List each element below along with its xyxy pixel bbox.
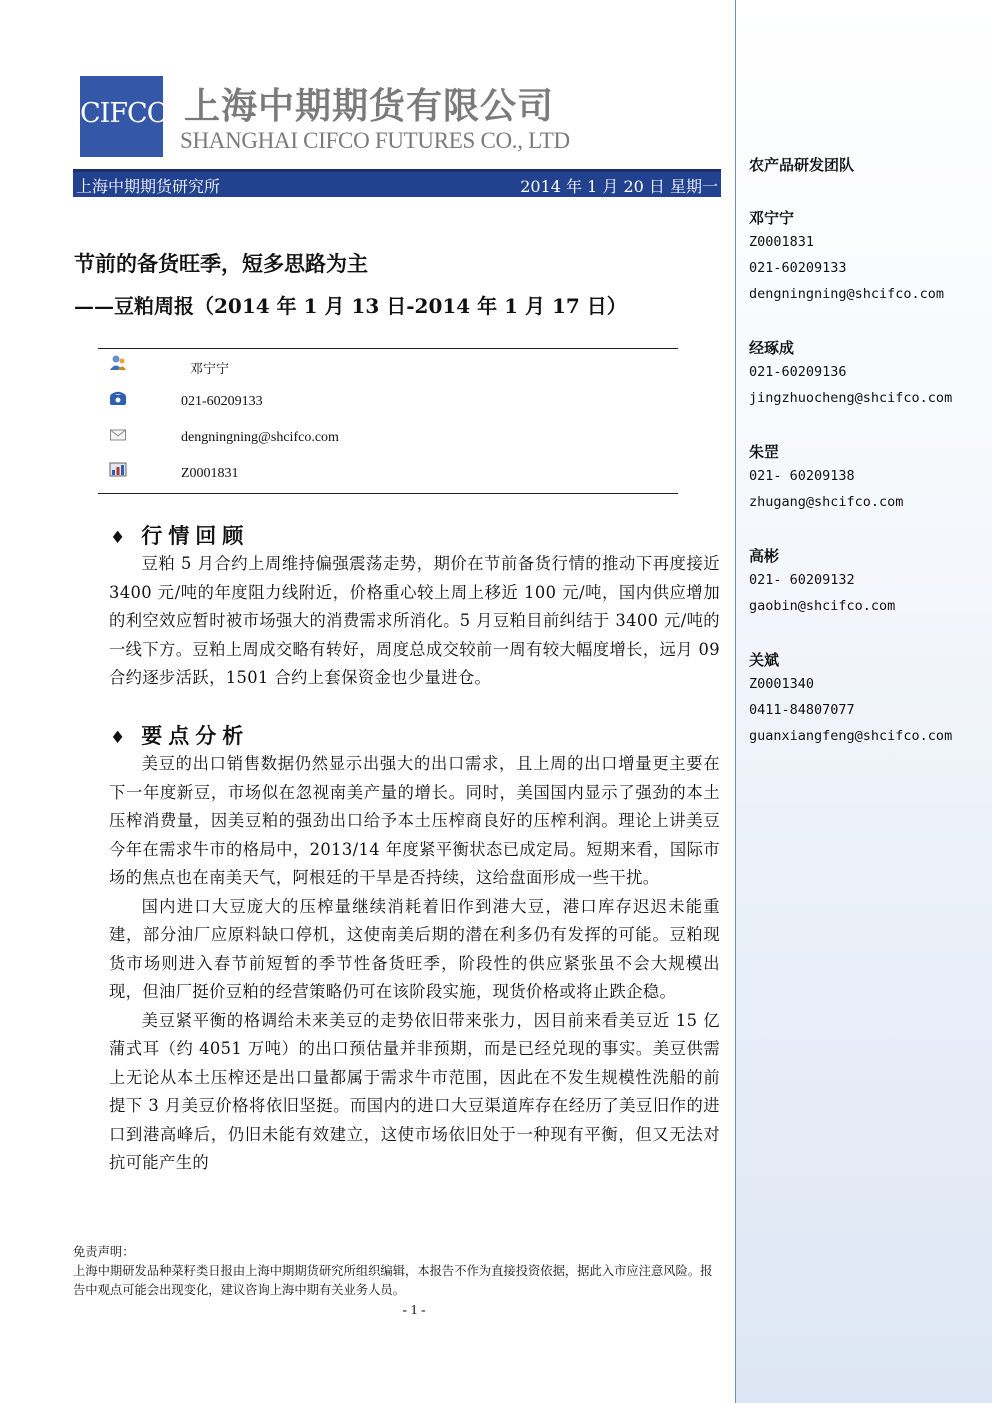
team-member-phone: 021-60209133 [749, 260, 847, 276]
research-team-sidebar [735, 0, 992, 1403]
logo-mark [80, 76, 168, 157]
team-member-phone: 021- 60209132 [749, 572, 855, 588]
contact-email[interactable]: dengningning@shcifco.com [181, 430, 339, 445]
team-member-email[interactable]: guanxiangfeng@shcifco.com [749, 728, 953, 744]
report-title: 节前的备货旺季，短多思路为主 [74, 251, 368, 276]
license-chart-icon [109, 461, 127, 477]
header-date: 2014 年 1 月 20 日 星期一 [520, 177, 718, 196]
disclaimer [73, 1243, 723, 1300]
paragraph: 国内进口大豆庞大的压榨量继续消耗着旧作到港大豆，港口库存迟迟未能重建，部分油厂应原料缺口停机，这使南美后期的潜在利多仍有发挥的可能。豆粕现货市场则进入春节前短暂的季节性备货旺季，阶段性的供应紧张虽不会大规模出现，但油厂挺价豆粕的经营策略仍可在该阶段实施，现货价格或将止跌企稳。 [109, 896, 720, 1001]
section-body-market-review [109, 550, 720, 693]
person-icon [109, 355, 127, 371]
contact-phone: 021-60209133 [181, 394, 263, 409]
team-member-email[interactable]: zhugang@shcifco.com [749, 494, 904, 510]
paragraph: 美豆的出口销售数据仍然显示出强大的出口需求，且上周的出口增量更主要在下一年度新豆，市场似在忽视南美产量的增长。同时，美国国内显示了强劲的本土压榨消费量，因美豆粕的强劲出口给予本土压榨商良好的压榨利润。理论上讲美豆今年在需求牛市的格局中，2013/14 年度紧平衡状态已成定局。短期来看，国际市场的焦点也在南美天气，阿根廷的干旱是否持续，这给盘面形成一些干扰。 [109, 754, 720, 887]
section-heading-key-analysis [110, 720, 249, 750]
disclaimer-label: 免责声明： [73, 1245, 135, 1259]
team-member-name: 邓宁宁 [749, 209, 795, 227]
analyst-contact-box [98, 348, 678, 494]
team-member-phone: 021-60209136 [749, 364, 847, 380]
report-subtitle: ——豆粕周报（2014 年 1 月 13 日-2014 年 1 月 17 日） [74, 294, 627, 318]
team-member-name: 高彬 [749, 547, 780, 565]
section-heading-text: 行情回顾 [141, 523, 250, 548]
logo-abbr: CIFCO [80, 98, 168, 129]
contact-license: Z0001831 [181, 466, 239, 481]
team-member-email[interactable]: gaobin@shcifco.com [749, 598, 896, 614]
paragraph: 美豆紧平衡的格调给未来美豆的走势依旧带来张力，因目前来看美豆近 15 亿蒲式耳（约 4051 万吨）的出口预估量并非预期，而是已经兑现的事实。美豆供需上无论从本土压榨还是出口量都属于需求牛市范围，因此在不发生规模性洗船的前提下 3 月美豆价格将依旧坚挺。而国内的进口大豆渠道库存在经历了美豆旧作的进口到港高峰后，仍旧未能有效建立，这使市场依旧处于一种现有平衡，但又无法对抗可能产生的 [109, 1010, 720, 1172]
team-member-license: Z0001340 [749, 676, 815, 692]
section-heading-text: 要点分析 [141, 723, 250, 748]
header-bar [73, 169, 721, 197]
company-name-en: SHANGHAI CIFCO FUTURES CO., LTD [180, 128, 570, 153]
contact-name: 邓宁宁 [190, 362, 230, 377]
team-member-name: 经琢成 [749, 339, 795, 357]
diamond-bullet-icon: ♦ [110, 728, 132, 748]
team-member-phone: 021- 60209138 [749, 468, 855, 484]
team-member-name: 关斌 [749, 651, 780, 669]
team-member-name: 朱罡 [749, 443, 780, 461]
diamond-bullet-icon: ♦ [110, 528, 132, 548]
team-member-license: Z0001831 [749, 234, 815, 250]
header-org: 上海中期期货研究所 [76, 177, 221, 196]
section-heading-market-review [110, 520, 249, 550]
phone-icon [109, 391, 127, 407]
team-member-email[interactable]: dengningning@shcifco.com [749, 286, 945, 302]
sidebar-title: 农产品研发团队 [749, 156, 855, 174]
team-member-email[interactable]: jingzhuocheng@shcifco.com [749, 390, 953, 406]
paragraph: 豆粕 5 月合约上周维持偏强震荡走势，期价在节前备货行情的推动下再度接近 3400 元/吨的年度阻力线附近，价格重心较上周上移近 100 元/吨，国内供应增加的利空效应暂时被市场强大的消费需求所消化。5 月豆粕目前纠结于 3400 元/吨的一线下方。豆粕上周成交略有转好，周度总成交较前一周有较大幅度增长，远月 09 合约逐步活跃，1501 合约上套保资金也少量进仓。 [109, 554, 720, 687]
page-number: - 1 - [402, 1303, 426, 1318]
section-body-key-analysis [109, 750, 720, 1178]
mail-icon [109, 427, 127, 443]
company-name-cn: 上海中期期货有限公司 [184, 86, 555, 127]
team-member-phone: 0411-84807077 [749, 702, 855, 718]
disclaimer-text: 上海中期研发品种菜籽类日报由上海中期期货研究所组织编辑，本报告不作为直接投资依据，据此入市应注意风险。报告中观点可能会出现变化，建议咨询上海中期有关业务人员。 [73, 1264, 713, 1297]
